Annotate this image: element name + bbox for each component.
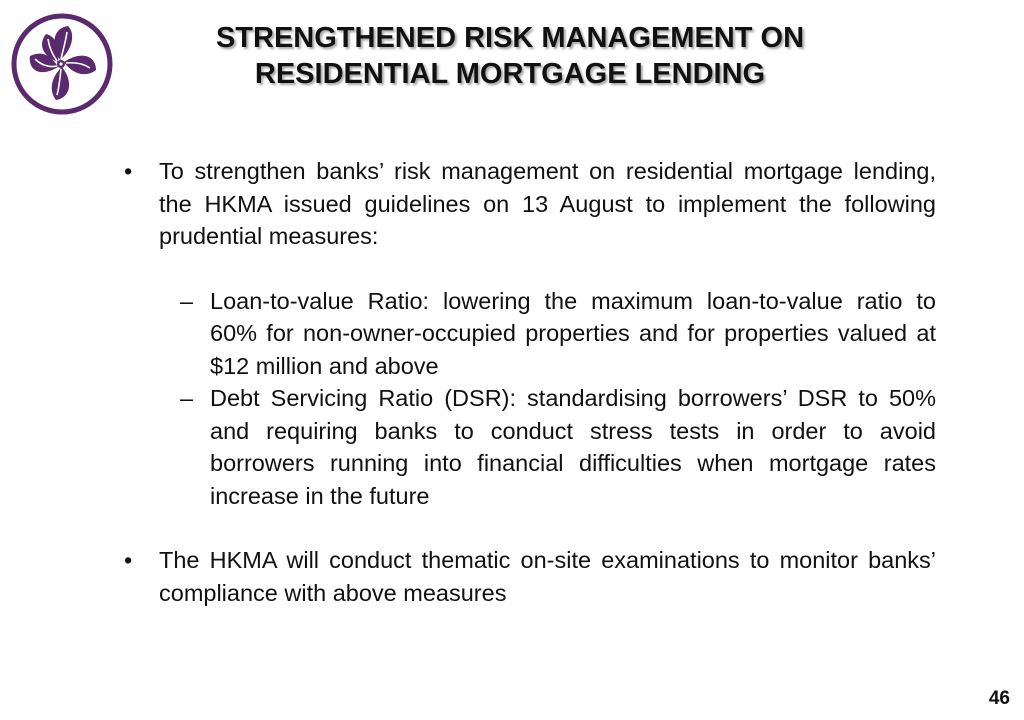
bullet-text: The HKMA will conduct thematic on-site examinations to monitor banks’ compliance with above measures bbox=[159, 547, 936, 606]
sub-bullet-text: Loan-to-value Ratio: lowering the maximum loan-to-value ratio to 60% for non-owner-occupied properties and for properties valued at $12 million and above bbox=[210, 287, 936, 379]
bullet-item bbox=[118, 544, 936, 609]
title-line-2: RESIDENTIAL MORTGAGE LENDING bbox=[254, 58, 766, 90]
sub-bullet-list bbox=[118, 285, 936, 513]
title-line-1: STRENGTHENED RISK MANAGEMENT ON bbox=[215, 22, 805, 54]
dash-marker: – bbox=[180, 287, 194, 314]
dash-marker: – bbox=[180, 385, 194, 411]
bullet-text: To strengthen banks’ risk management on residential mortgage lending, the HKMA issued guidelines on 13 August to implement the following prudential measures: bbox=[159, 158, 936, 249]
page-title bbox=[140, 20, 880, 92]
sub-bullet-item bbox=[174, 285, 936, 383]
bauhinia-flower-icon bbox=[10, 12, 114, 116]
hkma-logo bbox=[10, 12, 114, 116]
sub-bullet-item bbox=[174, 382, 936, 512]
bullet-item bbox=[118, 155, 936, 253]
bullet-marker: • bbox=[124, 547, 133, 573]
page-number: 46 bbox=[988, 688, 1010, 709]
bullet-marker: • bbox=[124, 158, 133, 184]
slide-content bbox=[118, 155, 936, 609]
sub-bullet-text: Debt Servicing Ratio (DSR): standardising borrowers’ DSR to 50% and requiring banks to conduct stress tests in order to avoid borrowers running into financial difficulties when mortgage rates increase in the future bbox=[210, 385, 936, 509]
